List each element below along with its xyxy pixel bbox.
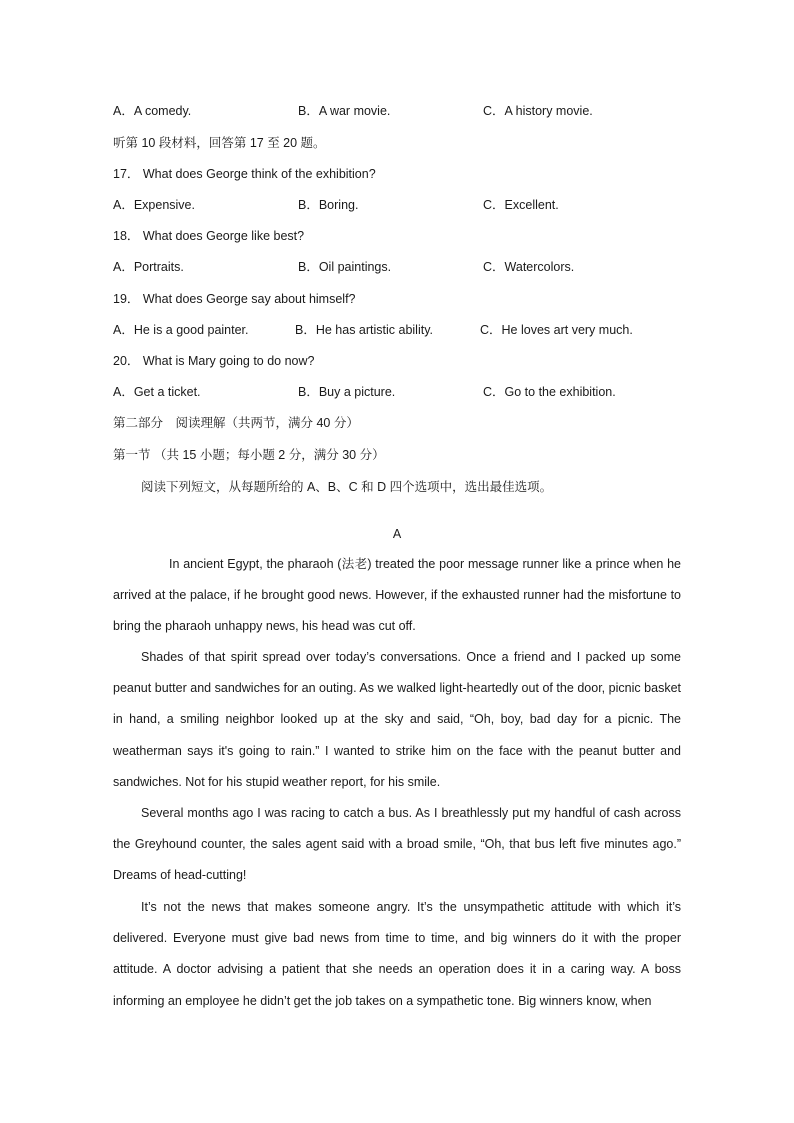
section1-heading: 第一节 （共 15 小题；每小题 2 分，满分 30 分）	[113, 448, 385, 462]
q19-option-c[interactable]: C．He loves art very much.	[480, 323, 633, 337]
q17-option-b[interactable]: B．Boring.	[298, 198, 359, 212]
q20-option-b[interactable]: B．Buy a picture.	[298, 385, 396, 399]
q20-option-c[interactable]: C．Go to the exhibition.	[483, 385, 616, 399]
q17-option-c[interactable]: C．Excellent.	[483, 198, 559, 212]
q20-options	[113, 382, 713, 402]
q19-options	[113, 320, 713, 340]
q20-option-a[interactable]: A．Get a ticket.	[113, 385, 201, 399]
q16-option-c[interactable]: C．A history movie.	[483, 104, 593, 118]
q19-option-b[interactable]: B．He has artistic ability.	[295, 323, 434, 337]
q18-options	[113, 257, 713, 277]
q18-question: 18． What does George like best?	[113, 229, 305, 243]
q18-option-a[interactable]: A．Portraits.	[113, 260, 184, 274]
q16-option-a[interactable]: A．A comedy.	[113, 104, 192, 118]
q18-option-c[interactable]: C．Watercolors.	[483, 260, 575, 274]
q19-option-a[interactable]: A．He is a good painter.	[113, 323, 249, 337]
q17-option-a[interactable]: A．Expensive.	[113, 198, 195, 212]
passage10-intro: 听第 10 段材料，回答第 17 至 20 题。	[113, 136, 326, 150]
passage-a-paragraph-2: Shades of that spirit spread over today’s conversations. Once a friend and I packed up some peanut butter and sandwiches for an outing. As we walked light-heartedly out of the door, picnic basket in hand, a smiling neighbor looked up at the sky and said, “Oh, boy, bad day for a picnic. The weatherman says it's going to rain.” I wanted to strike him on the face with the peanut butter and sandwiches. Not for his stupid weather report, for his smile.	[113, 650, 681, 789]
passage-a-paragraph-3: Several months ago I was racing to catch a bus. As I breathlessly put my handful of cash across the Greyhound counter, the sales agent said with a broad smile, “Oh, that bus left five minutes ago.” Dreams of head-cutting!	[113, 806, 681, 883]
passage-a-title: A	[392, 527, 402, 541]
instructions: 阅读下列短文，从每题所给的 A、B、C 和 D 四个选项中，选出最佳选项。	[141, 480, 553, 494]
q17-question: 17． What does George think of the exhibition?	[113, 167, 376, 181]
q19-question: 19． What does George say about himself?	[113, 292, 356, 306]
q16-option-b[interactable]: B．A war movie.	[298, 104, 391, 118]
q20-question: 20． What is Mary going to do now?	[113, 354, 315, 368]
part2-heading: 第二部分 阅读理解（共两节，满分 40 分）	[113, 416, 359, 430]
q18-option-b[interactable]: B．Oil paintings.	[298, 260, 392, 274]
passage-a-paragraph-4: It’s not the news that makes someone angry. It’s the unsympathetic attitude with which it’s delivered. Everyone must give bad news from time to time, and big winners do it with the proper attitude. A doctor advising a patient that she needs an operation does it in a caring way. A boss informing an employee he didn’t get the job takes on a sympathetic tone. Big winners know, when	[113, 900, 681, 1008]
passage-a-paragraph-1: In ancient Egypt, the pharaoh (法老) treated the poor message runner like a prince when he arrived at the palace, if he brought good news. However, if the exhausted runner had the misfortune to bring the pharaoh unhappy news, his head was cut off.	[113, 557, 681, 634]
q16-options	[113, 101, 713, 121]
q17-options	[113, 195, 713, 215]
